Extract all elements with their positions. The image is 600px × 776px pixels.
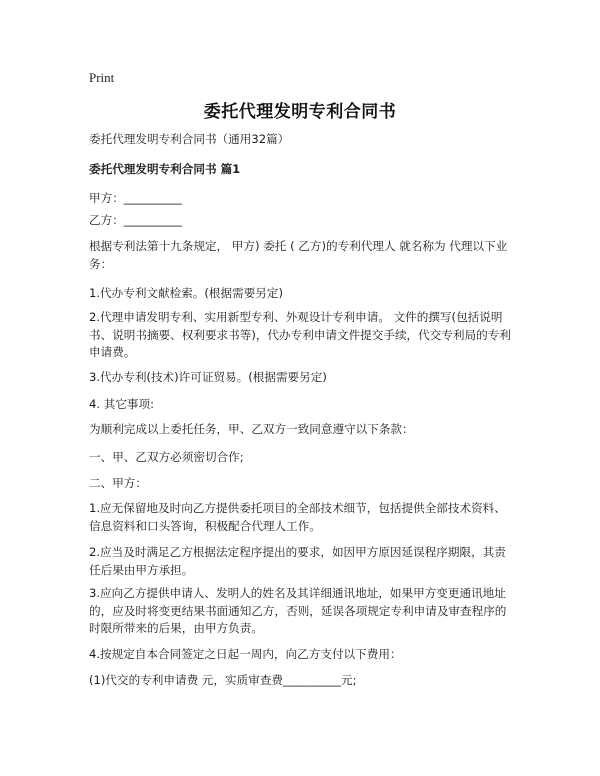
- item-4: 4. 其它事项:: [89, 397, 155, 411]
- document-title: 委托代理发明专利合同书: [203, 102, 397, 122]
- party-a-duty-1: 1.应无保留地及时向乙方提供委托项目的全部技术细节，包括提供全部技术资料、信息资料和口头答询，积极配合代理人工作。: [89, 501, 506, 533]
- party-b-line: 乙方：__________: [89, 213, 182, 227]
- party-a-line: 甲方：__________: [89, 191, 182, 205]
- section-heading: 委托代理发明专利合同书 篇1: [89, 162, 241, 176]
- party-a-duty-2: 2.应当及时满足乙方根据法定程序提出的要求，如因甲方原因延误程序期限，其责任后果由甲方承担。: [89, 545, 506, 577]
- document-subtitle: 委托代理发明专利合同书（通用32篇）: [89, 132, 290, 146]
- item-1: 1.代办专利文献检索。(根据需要另定): [89, 286, 284, 300]
- item-3: 3.代办专利(技术)许可证贸易。(根据需要另定): [89, 370, 327, 384]
- intro-paragraph: 根据专利法第十九条规定， 甲方) 委托 ( 乙方)的专利代理人 就名称为 代理以下业务：: [89, 239, 508, 271]
- item-2: 2.代理申请发明专利、实用新型专利、外观设计专利申请。 文件的撰写(包括说明书、说明书摘要、权利要求书等)，代办专利申请文件提交手续，代交专利局的专利申请费。: [89, 310, 511, 359]
- clause-2: 二、甲方：: [89, 476, 147, 490]
- agreement-paragraph: 为顺利完成以上委托任务，甲、乙双方一致同意遵守以下条款：: [89, 422, 414, 436]
- print-label: Print: [89, 70, 115, 85]
- party-a-duty-4: 4.按规定自本合同签定之日起一周内，向乙方支付以下费用：: [89, 647, 402, 661]
- fee-line-1: (1)代交的专利申请费 元，实质审查费__________元;: [89, 673, 357, 687]
- party-a-duty-3: 3.应向乙方提供申请人、发明人的姓名及其详细通讯地址，如果甲方变更通讯地址的，应及时将变更结果书面通知乙方，否则，延误各项规定专利申请及审查程序的时限所带来的后果，由甲方负责。: [89, 586, 507, 635]
- clause-1: 一、甲、乙双方必须密切合作;: [89, 450, 244, 464]
